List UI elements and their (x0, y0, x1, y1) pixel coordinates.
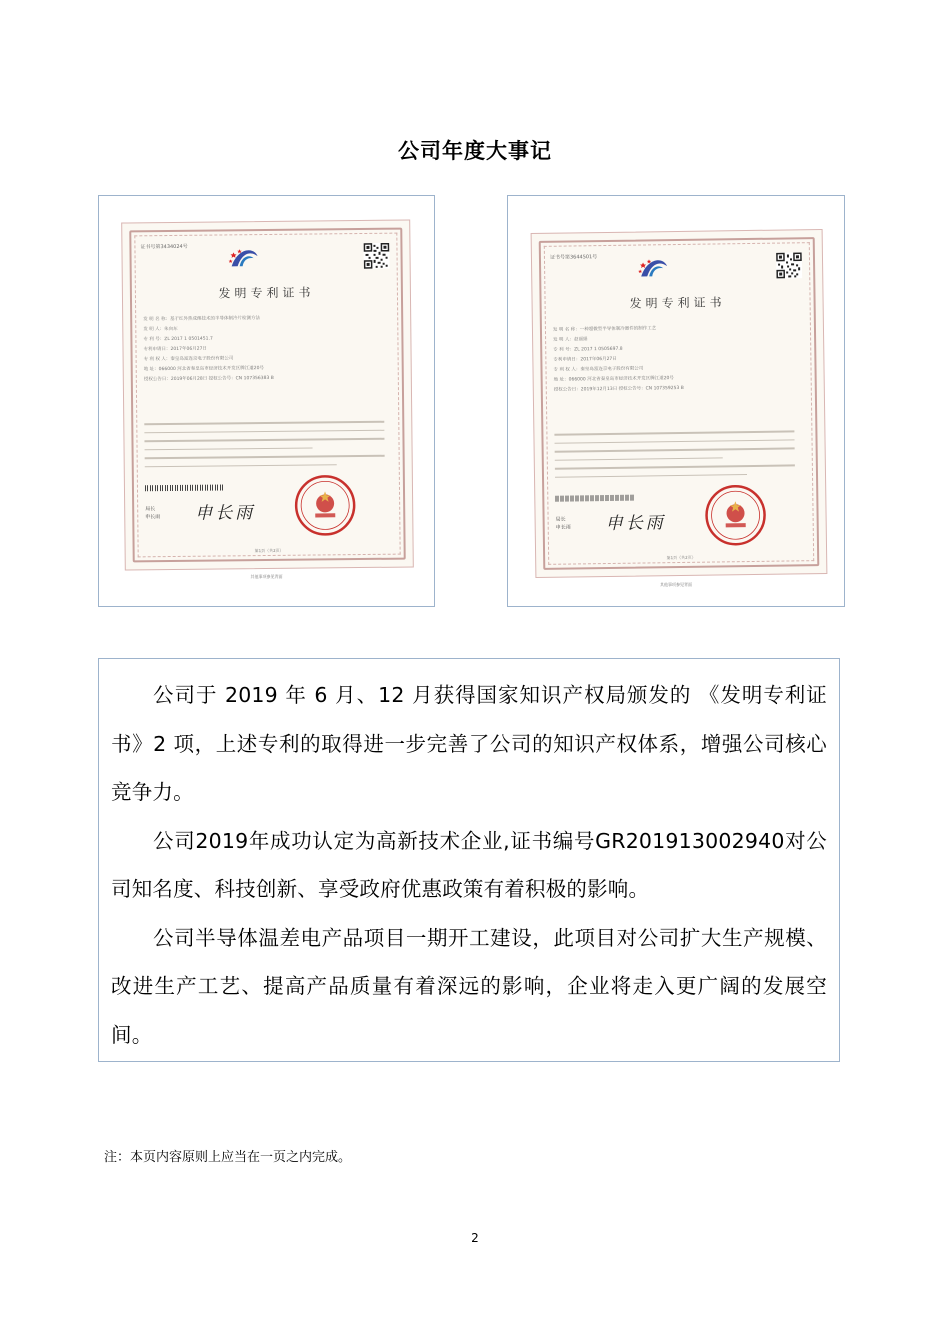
certificate-field: 专 利 号：ZL 2017 1 0501451.7 (143, 336, 213, 343)
certificate-1 (121, 219, 414, 570)
certificate-title: 发明专利证书 (218, 285, 315, 301)
events-text-box (98, 658, 840, 1062)
paragraph-project: 公司半导体温差电产品项目一期开工建设，此项目对公司扩大生产规模、改进生产工艺、提高产品质量有着深远的影响，企业将走入更广阔的发展空间。 (111, 925, 827, 1047)
certificate-page-label: 第1页（共2页） (666, 554, 696, 561)
certificate-field: 专利申请日：2017年06月27日 (143, 346, 207, 353)
certificate-border (539, 237, 820, 570)
page-title: 公司年度大事记 (398, 139, 552, 163)
paragraph-high-tech: 公司2019年成功认定为高新技术企业,证书编号GR201913002940对公司知名度、科技创新、享受政府优惠政策有着积极的影响。 (111, 828, 827, 901)
signature-labels (145, 505, 160, 521)
handwritten-signature: 申长雨 (605, 513, 666, 535)
certificate-title: 发明专利证书 (629, 295, 726, 311)
signature-name: 申长雨 (555, 524, 571, 531)
certificate-field: 发 明 人：赵丽娟 (553, 337, 588, 343)
certificate-field: 专利申请日：2017年06月27日 (553, 356, 617, 363)
page-number: 2 (471, 1231, 479, 1245)
certificate-field: 发 明 名 称：基于红外热成像技术的半导体制冷片检测方法 (143, 316, 261, 323)
certificate-field: 授权公告日：2019年12月13日 授权公告号：CN 107359253 B (553, 385, 684, 393)
certificate-field: 专 利 权 人：秦皇岛富连京电子股份有限公司 (143, 356, 234, 363)
signature-title: 局长 (145, 506, 156, 513)
certificate-image-2 (507, 195, 845, 607)
signature-name: 申长雨 (145, 514, 161, 521)
certificate-field: 地 址：066000 河北省秦皇岛市经济技术开发区腾江道20号 (143, 366, 265, 373)
patent-office-logo-icon (637, 254, 671, 280)
barcode-icon (555, 495, 635, 502)
official-seal-icon (293, 473, 358, 538)
certificate-bottom-note: 其他事项参见背面 (250, 574, 283, 579)
handwritten-signature: 申长雨 (195, 503, 256, 524)
certificate-bottom-note: 其他事项参见背面 (660, 582, 692, 587)
certificate-border (129, 228, 405, 563)
footnote: 注：本页内容原则上应当在一页之内完成。 (104, 1150, 352, 1165)
patent-office-logo-icon (227, 244, 261, 270)
certificate-field: 专 利 号：ZL 2017 1 0505697.8 (553, 346, 623, 353)
certificate-page-label: 第1页（共2页） (254, 547, 284, 554)
certificate-fields (143, 313, 384, 386)
paragraph-patents: 公司于 2019 年 6 月、12 月获得国家知识产权局颁发的 《发明专利证书》2 项，上述专利的取得进一步完善了公司的知识产权体系，增强公司核心竞争力。 (111, 683, 827, 804)
certificate-image-1 (98, 195, 435, 607)
certificate-body-text (144, 421, 385, 475)
certificate-field: 地 址：066000 河北省秦皇岛市经济技术开发区腾江道20号 (553, 376, 674, 383)
signature-title: 局长 (555, 516, 566, 523)
certificate-field: 发 明 人：朱向东 (143, 326, 178, 333)
qr-code-icon (363, 243, 389, 269)
certificate-field: 发 明 名 称：一种超微型半导体制冷器件的制作工艺 (552, 326, 657, 333)
certificate-field: 授权公告日：2019年06月28日 授权公告号：CN 107356383 B (143, 375, 274, 383)
certificate-body-text (554, 430, 795, 484)
qr-code-icon (776, 252, 802, 278)
barcode-icon (145, 484, 225, 491)
official-seal-icon (703, 483, 768, 548)
certificate-field: 专 利 权 人：秦皇岛富连京电子股份有限公司 (553, 366, 644, 373)
certificate-number: 证书号第3434024号 (140, 243, 188, 251)
signature-labels (556, 516, 571, 532)
certificate-number: 证书号第3644501号 (549, 254, 598, 261)
certificate-fields (553, 322, 794, 395)
certificate-2 (531, 229, 828, 578)
